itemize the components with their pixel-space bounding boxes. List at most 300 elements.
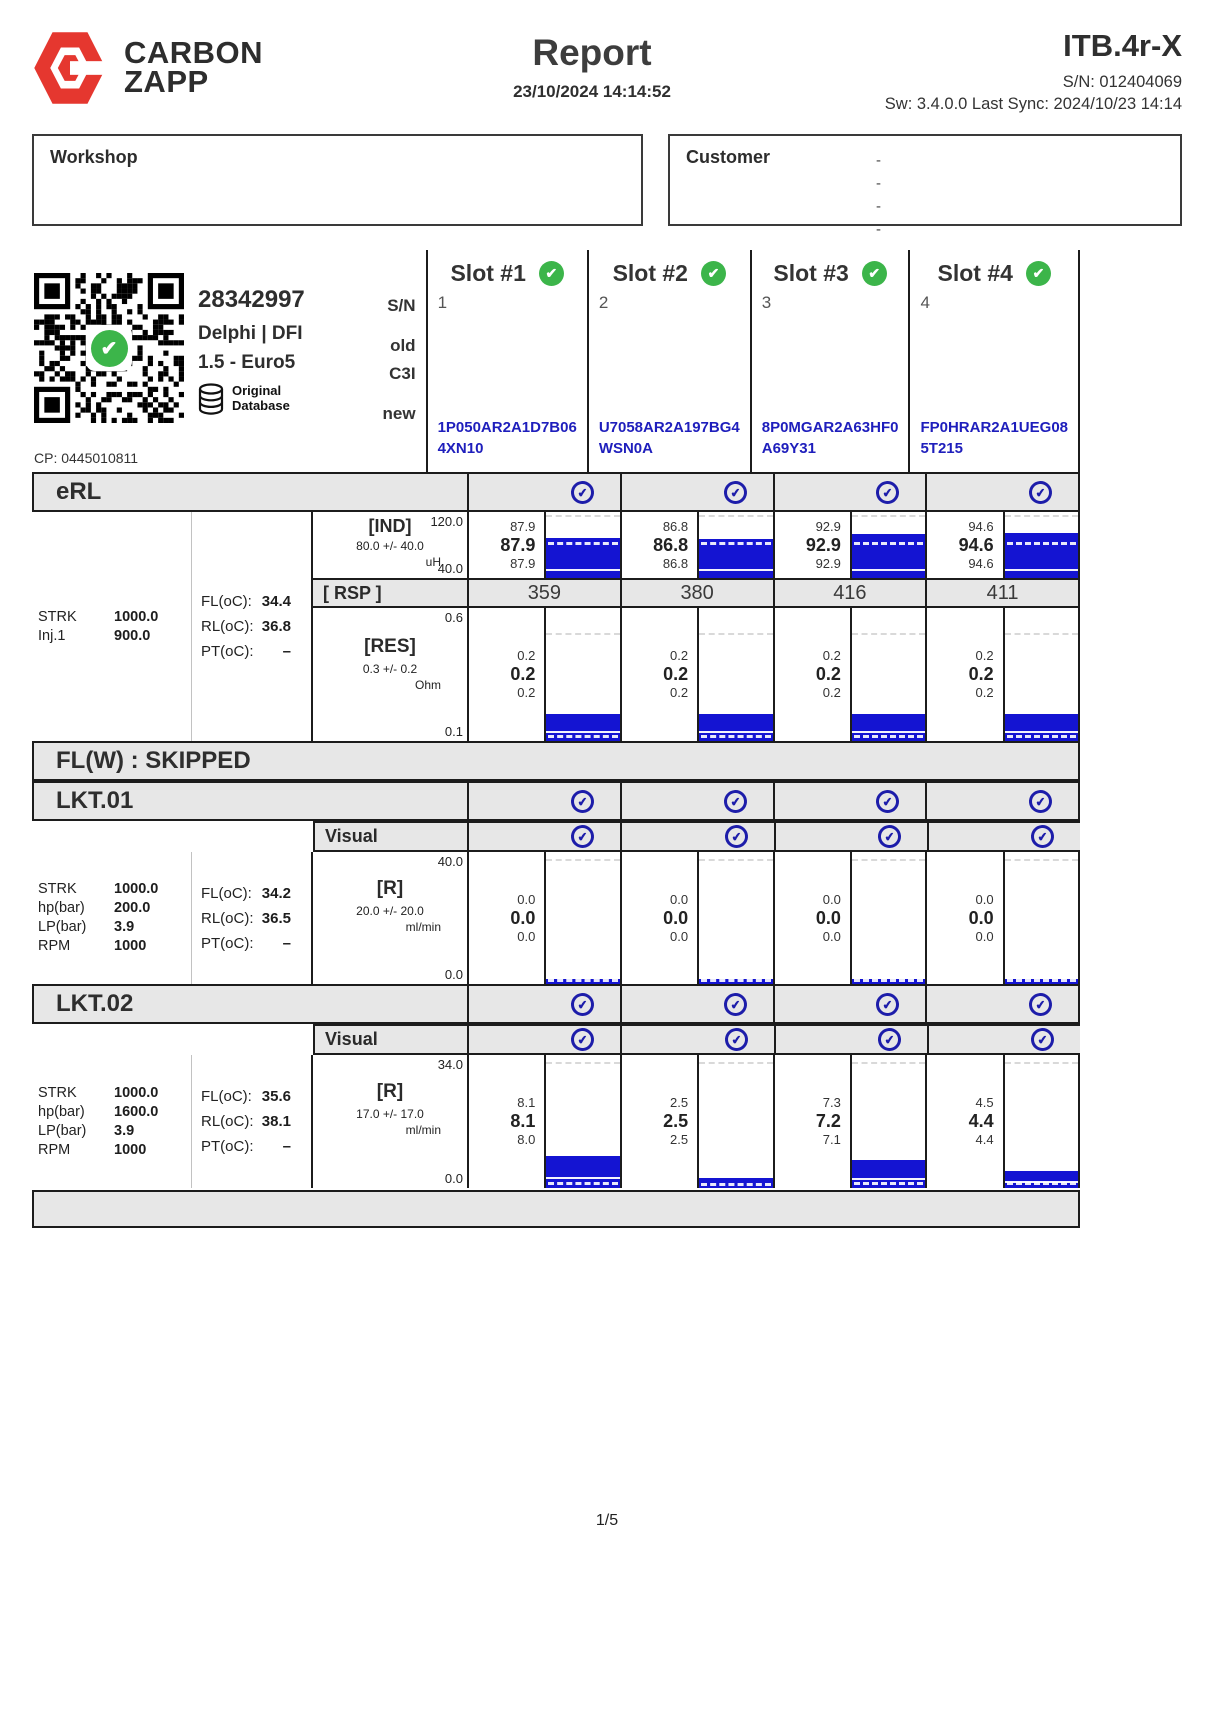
- erl-params: [32, 512, 192, 741]
- param-row: [38, 1084, 191, 1103]
- upper-limit-line: [1005, 633, 1078, 635]
- slot-result-cell: [467, 783, 620, 819]
- injector-cp-code: CP: 0445010811: [34, 450, 139, 466]
- value-small-top: 0.2: [975, 648, 994, 663]
- spacer: [32, 821, 313, 852]
- bar-inner-line: [852, 1178, 925, 1180]
- slot-new-code: FP0HRAR2A1UEG08 5T215: [920, 418, 1068, 458]
- test-unit: uH: [425, 555, 441, 569]
- carbon-zapp-logo-icon: [32, 26, 108, 110]
- customer-line: -: [876, 198, 882, 215]
- upper-limit-line: [1005, 515, 1078, 517]
- lkt02-params: [32, 1055, 192, 1188]
- upper-limit-line: [852, 1062, 925, 1064]
- contact-boxes: [32, 134, 1182, 238]
- value-bar: [699, 539, 772, 578]
- value-small-top: 87.9: [510, 518, 536, 534]
- axis-tick-max: 34.0: [437, 1057, 463, 1072]
- injector-part-number: 28342997: [198, 286, 305, 313]
- pass-check-icon: ✔: [877, 824, 902, 849]
- bar-bottom-dash: [701, 979, 770, 982]
- slot-new-code: 8P0MGAR2A63HF0 A69Y31: [761, 418, 899, 458]
- param-label: STRK: [38, 881, 77, 897]
- bar-chart: [697, 852, 772, 984]
- param-value: –: [282, 934, 291, 952]
- value-small-top: 0.2: [670, 648, 689, 663]
- test-name: [R]: [376, 1081, 404, 1102]
- test-label-res: [313, 608, 467, 741]
- measurement-values: [469, 852, 544, 984]
- pass-check-icon: ✔: [570, 479, 595, 504]
- chart-slot-cell: [773, 608, 926, 741]
- param-value: 34.4: [261, 593, 291, 610]
- value-small-bottom: 0.2: [517, 685, 536, 700]
- value-main: 0.0: [968, 907, 994, 928]
- brand-block: [32, 26, 422, 114]
- target-line: [548, 542, 617, 545]
- measurement-values: [775, 852, 850, 984]
- slot-result-cell: [773, 986, 926, 1022]
- value-main: 4.4: [968, 1111, 994, 1131]
- value-small-bottom: 0.2: [822, 685, 841, 700]
- customer-line: -: [876, 175, 882, 192]
- lkt01-temps: [192, 852, 313, 984]
- pass-check-icon: ✔: [1028, 991, 1053, 1016]
- slot-header-3: [750, 250, 909, 472]
- param-row: [38, 880, 191, 899]
- bar-inner-line: [1005, 569, 1078, 571]
- slot-index: 4: [920, 293, 930, 312]
- ind-chart-row: [467, 512, 1080, 578]
- value-main: 0.2: [663, 664, 689, 684]
- measurement-values: [927, 852, 1002, 984]
- param-value: 1000.0: [114, 608, 159, 625]
- lkt01-params: [32, 852, 192, 984]
- slot-result-cell: [620, 823, 773, 850]
- param-value: 35.6: [261, 1088, 291, 1105]
- slot-result-cell: [467, 1026, 620, 1053]
- param-label: RL(oC):: [201, 909, 254, 927]
- slot-title: Slot #2: [612, 260, 688, 286]
- pass-check-icon: ✔: [570, 1027, 595, 1052]
- param-label: LP(bar): [38, 919, 87, 935]
- param-row: [38, 627, 191, 646]
- slot-new-code: 1P050AR2A1D7B06 4XN10: [437, 418, 577, 458]
- bar-chart: [850, 608, 925, 741]
- slot-result-cell: [773, 474, 926, 510]
- measurement-values: [775, 512, 850, 578]
- value-small-bottom: 0.0: [822, 928, 841, 944]
- value-main: 2.5: [663, 1111, 689, 1131]
- slot-result-cell: [774, 1026, 927, 1053]
- value-main: 8.1: [510, 1111, 536, 1131]
- value-small-top: 8.1: [517, 1095, 536, 1110]
- pass-check-icon: ✔: [722, 991, 747, 1016]
- chart-slot-cell: [773, 512, 926, 578]
- value-small-top: 0.2: [517, 648, 536, 663]
- pass-check-icon: ✔: [875, 991, 900, 1016]
- bar-chart: [544, 608, 619, 741]
- test-tolerance: 0.3 +/- 0.2: [362, 662, 418, 676]
- pass-check-icon: ✔: [875, 788, 900, 813]
- value-small-bottom: 87.9: [510, 555, 536, 571]
- param-row: [38, 899, 191, 918]
- param-value: 1000: [114, 938, 147, 954]
- customer-line: -: [876, 152, 882, 169]
- customer-placeholder: [876, 149, 882, 238]
- slot-header-row: [32, 250, 1080, 472]
- param-value: 200.0: [114, 900, 151, 916]
- lkt01-visual-row: [32, 821, 1080, 852]
- param-row: [38, 608, 191, 627]
- slot-result-cell: [467, 823, 620, 850]
- test-label-rsp: [ RSP ]: [313, 578, 467, 608]
- upper-limit-line: [699, 859, 772, 861]
- param-value: 3.9: [114, 919, 135, 935]
- measurement-values: [775, 1055, 850, 1188]
- measurement-values: [622, 512, 697, 578]
- bar-bottom-dash: [1007, 979, 1076, 982]
- test-label-r: [313, 1055, 467, 1188]
- value-small-top: 0.0: [975, 891, 994, 907]
- page-header: [0, 0, 1214, 114]
- pass-check-icon: ✔: [1030, 1027, 1055, 1052]
- lkt02-test-labels: [313, 1055, 467, 1188]
- param-row: [201, 1134, 291, 1159]
- rsp-value: 359: [467, 580, 620, 606]
- upper-limit-line: [852, 633, 925, 635]
- value-small-bottom: 0.2: [670, 685, 689, 700]
- pass-check-icon: ✔: [570, 991, 595, 1016]
- page-title: Report: [532, 32, 652, 73]
- bar-inner-line: [546, 731, 619, 733]
- bar-inner-line: [1005, 731, 1078, 733]
- upper-limit-line: [546, 1062, 619, 1064]
- workshop-box: [32, 134, 643, 226]
- bar-chart: [850, 512, 925, 578]
- erl-result-checks: [467, 474, 1078, 510]
- param-label: STRK: [38, 608, 77, 625]
- rsp-value: 416: [773, 580, 926, 606]
- value-main: 86.8: [653, 534, 689, 555]
- upper-limit-line: [852, 859, 925, 861]
- slot-result-cell: [620, 986, 773, 1022]
- slot-new-code: U7058AR2A197BG4 WSN0A: [598, 418, 740, 458]
- erl-temps: [192, 512, 313, 741]
- test-label-ind: [313, 512, 467, 578]
- bar-chart: [697, 608, 772, 741]
- param-row: [201, 1109, 291, 1134]
- param-label: RL(oC):: [201, 618, 254, 635]
- slot-result-cell: [620, 1026, 773, 1053]
- param-label: hp(bar): [38, 1103, 85, 1120]
- value-main: 0.2: [968, 664, 994, 684]
- value-small-bottom: 0.0: [670, 928, 689, 944]
- chart-slot-cell: [467, 512, 620, 578]
- slot-title: Slot #4: [937, 260, 1013, 286]
- param-label: PT(oC):: [201, 1138, 254, 1155]
- measurement-values: [622, 852, 697, 984]
- value-small-bottom: 92.9: [815, 555, 841, 571]
- axis-tick-min: 0.1: [444, 724, 463, 739]
- test-name: [RES]: [364, 636, 416, 657]
- brand-line2: ZAPP: [124, 64, 209, 100]
- value-bar: [1005, 1171, 1078, 1188]
- pass-check-icon: ✔: [723, 824, 748, 849]
- value-main: 0.0: [663, 907, 689, 928]
- test-tolerance: 80.0 +/- 40.0: [356, 539, 424, 553]
- chart-slot-cell: [925, 1055, 1080, 1188]
- rsp-value: 380: [620, 580, 773, 606]
- target-line: [701, 542, 770, 545]
- slot-result-cell: [925, 783, 1078, 819]
- bar-bottom-dash: [854, 1182, 923, 1185]
- param-value: 38.1: [261, 1113, 291, 1130]
- param-label: hp(bar): [38, 900, 85, 916]
- slot-title: Slot #3: [773, 260, 849, 286]
- value-bar: [852, 534, 925, 578]
- measurement-values: [469, 512, 544, 578]
- slot-result-cell: [927, 1026, 1080, 1053]
- value-main: 0.0: [510, 907, 536, 928]
- value-small-bottom: 2.5: [670, 1132, 689, 1147]
- value-main: 94.6: [958, 534, 994, 555]
- section-title-lkt02: LKT.02: [56, 990, 134, 1017]
- pass-check-icon: ✔: [1028, 788, 1053, 813]
- lkt01-test-labels: [313, 852, 467, 984]
- value-main: 92.9: [805, 534, 841, 555]
- lkt02-visual-row: [32, 1024, 1080, 1055]
- chart-slot-cell: [620, 852, 773, 984]
- upper-limit-line: [1005, 1062, 1078, 1064]
- test-tolerance: 17.0 +/- 17.0: [356, 1107, 424, 1121]
- lkt02-visual-checks: [467, 1024, 1080, 1055]
- chart-slot-cell: [925, 608, 1080, 741]
- report-title-block: [422, 32, 762, 114]
- bar-chart: [697, 512, 772, 578]
- pass-check-icon: ✔: [877, 1027, 902, 1052]
- injector-info-cell: [32, 250, 426, 472]
- pass-check-icon: ✔: [1028, 479, 1053, 504]
- report-datetime: 23/10/2024 14:14:52: [513, 82, 671, 101]
- bar-chart: [1003, 1055, 1078, 1188]
- bar-chart: [1003, 512, 1078, 578]
- value-small-bottom: 8.0: [517, 1132, 536, 1147]
- value-small-top: 7.3: [822, 1095, 841, 1110]
- param-value: –: [282, 643, 291, 660]
- device-block: [762, 28, 1182, 114]
- visual-label: Visual: [313, 821, 467, 852]
- value-small-top: 0.0: [822, 891, 841, 907]
- lkt02-result-checks: [467, 986, 1078, 1022]
- pass-check-icon: ✔: [722, 479, 747, 504]
- label-new: new: [382, 404, 416, 423]
- bar-chart: [1003, 852, 1078, 984]
- pass-check-icon: ✔: [570, 824, 595, 849]
- label-sn: S/N: [387, 296, 416, 315]
- pass-check-icon: ✔: [1030, 824, 1055, 849]
- param-row: [38, 1103, 191, 1122]
- slot-result-cell: [467, 474, 620, 510]
- chart-slot-cell: [467, 852, 620, 984]
- database-badge-label: Original Database: [232, 383, 290, 413]
- measurement-values: [469, 608, 544, 741]
- measurement-values: [927, 512, 1002, 578]
- axis-tick-max: 120.0: [430, 514, 463, 529]
- green-check-icon: ✔: [701, 261, 726, 286]
- lkt01-result-checks: [467, 783, 1078, 819]
- axis-tick-min: 0.0: [444, 967, 463, 982]
- bar-inner-line: [546, 569, 619, 571]
- chart-slot-cell: [773, 1055, 926, 1188]
- measurement-values: [927, 1055, 1002, 1188]
- value-small-bottom: 0.0: [975, 928, 994, 944]
- test-label-r: [313, 852, 467, 984]
- bar-bottom-dash: [1007, 735, 1076, 738]
- bar-chart: [850, 852, 925, 984]
- slot-result-cell: [925, 474, 1078, 510]
- green-check-icon: ✔: [1026, 261, 1051, 286]
- workshop-label: Workshop: [50, 147, 138, 167]
- value-small-top: 0.0: [517, 891, 536, 907]
- r-chart-row: [467, 1055, 1080, 1188]
- test-name: [IND]: [368, 516, 412, 536]
- pass-check-icon: ✔: [723, 1027, 748, 1052]
- injector-maker: Delphi | DFI: [198, 323, 303, 344]
- lkt02-slot-results: [467, 1055, 1080, 1188]
- device-name: ITB.4r-X: [1063, 28, 1182, 63]
- axis-tick-min: 40.0: [437, 561, 463, 576]
- qr-verified-badge: [86, 325, 132, 371]
- param-value: 34.2: [261, 884, 291, 902]
- measurement-values: [469, 1055, 544, 1188]
- axis-tick-min: 0.0: [444, 1171, 463, 1186]
- param-label: STRK: [38, 1084, 77, 1101]
- bar-chart: [544, 1055, 619, 1188]
- lkt02-body: [32, 1055, 1080, 1188]
- section-title-flw: FL(W) : SKIPPED: [56, 747, 251, 774]
- bar-bottom-dash: [548, 979, 617, 982]
- param-label: Inj.1: [38, 627, 66, 644]
- param-value: 36.5: [261, 909, 291, 927]
- target-line: [854, 542, 923, 545]
- upper-limit-line: [699, 515, 772, 517]
- r-chart-row: [467, 852, 1080, 984]
- param-label: FL(oC):: [201, 593, 252, 610]
- value-small-bottom: 94.6: [968, 555, 994, 571]
- param-row: [201, 614, 291, 639]
- customer-line: -: [876, 221, 882, 238]
- lkt02-temps: [192, 1055, 313, 1188]
- param-row: [201, 931, 291, 956]
- value-small-top: 86.8: [662, 518, 689, 534]
- erl-slot-results: [467, 512, 1080, 741]
- test-unit: ml/min: [405, 1123, 441, 1137]
- pass-check-icon: ✔: [875, 479, 900, 504]
- param-value: 1600.0: [114, 1103, 159, 1120]
- green-check-icon: ✔: [91, 330, 128, 367]
- param-row: [201, 881, 291, 906]
- value-small-top: 0.2: [822, 648, 841, 663]
- measurement-values: [622, 1055, 697, 1188]
- bar-inner-line: [852, 731, 925, 733]
- value-bar: [1005, 533, 1078, 578]
- res-chart-row: [467, 608, 1080, 741]
- value-main: 0.2: [815, 664, 841, 684]
- param-row: [201, 1084, 291, 1109]
- upper-limit-line: [852, 515, 925, 517]
- chart-slot-cell: [620, 512, 773, 578]
- param-label: PT(oC):: [201, 934, 254, 952]
- param-value: 1000: [114, 1141, 147, 1158]
- param-value: –: [282, 1138, 291, 1155]
- slot-index: 3: [761, 293, 772, 312]
- customer-box: [668, 134, 1182, 238]
- bar-bottom-dash: [854, 735, 923, 738]
- measurement-values: [775, 608, 850, 741]
- bar-chart: [1003, 608, 1078, 741]
- param-label: RPM: [38, 1141, 71, 1158]
- slot-result-cell: [773, 783, 926, 819]
- slot-header-2: [587, 250, 750, 472]
- param-label: RL(oC):: [201, 1113, 254, 1130]
- value-small-top: 94.6: [968, 518, 994, 534]
- param-row: [201, 589, 291, 614]
- param-row: [38, 1122, 191, 1141]
- section-bar-flw: [32, 741, 1080, 781]
- param-label: LP(bar): [38, 1122, 87, 1139]
- chart-slot-cell: [467, 608, 620, 741]
- value-main: 7.2: [815, 1111, 841, 1131]
- value-small-bottom: 0.2: [975, 685, 994, 700]
- upper-limit-line: [1005, 859, 1078, 861]
- pass-check-icon: ✔: [722, 788, 747, 813]
- section-bar-lkt02: [32, 984, 1080, 1024]
- chart-slot-cell: [620, 1055, 773, 1188]
- bar-inner-line: [852, 569, 925, 571]
- param-row: [201, 906, 291, 931]
- param-value: 1000.0: [114, 881, 159, 897]
- value-small-top: 4.5: [975, 1095, 994, 1110]
- bar-inner-line: [699, 569, 772, 571]
- bar-chart: [544, 852, 619, 984]
- target-line: [1007, 542, 1076, 545]
- bar-bottom-dash: [548, 1182, 617, 1185]
- qr-code: [34, 273, 184, 423]
- upper-limit-line: [546, 515, 619, 517]
- slot-result-cell: [927, 823, 1080, 850]
- slot-index: 2: [598, 293, 609, 312]
- slot-result-cell: [620, 474, 773, 510]
- param-row: [38, 937, 191, 956]
- upper-limit-line: [546, 633, 619, 635]
- test-unit: ml/min: [405, 920, 441, 934]
- bar-chart: [544, 512, 619, 578]
- param-label: PT(oC):: [201, 643, 254, 660]
- device-sw-sync: Sw: 3.4.0.0 Last Sync: 2024/10/23 14:14: [884, 95, 1182, 113]
- measurement-values: [622, 608, 697, 741]
- bar-chart: [850, 1055, 925, 1188]
- green-check-icon: ✔: [539, 261, 564, 286]
- value-small-bottom: 86.8: [662, 555, 689, 571]
- param-label: FL(oC):: [201, 884, 252, 902]
- slot-result-cell: [620, 783, 773, 819]
- lkt01-body: [32, 852, 1080, 984]
- value-main: 87.9: [500, 534, 536, 555]
- param-row: [201, 639, 291, 664]
- slot-result-cell: [467, 986, 620, 1022]
- brand-line1: CARBON: [124, 35, 264, 70]
